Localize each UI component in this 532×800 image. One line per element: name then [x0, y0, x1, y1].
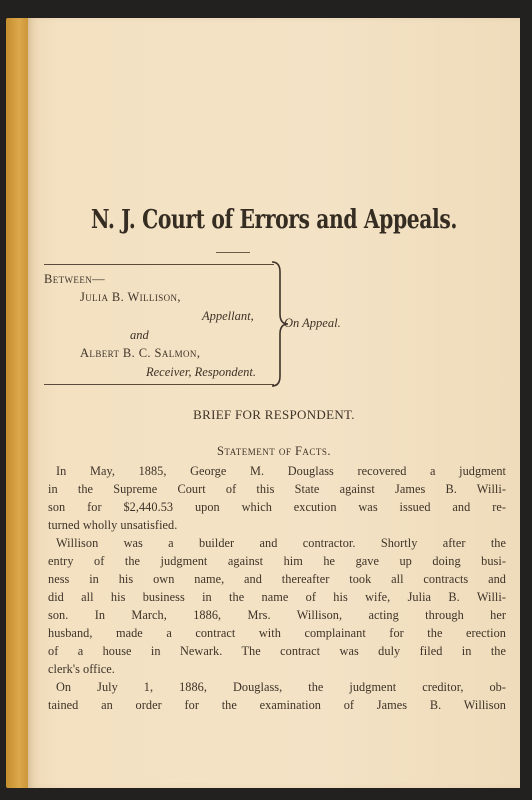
appellant-name: Julia B. Willison, [80, 290, 181, 304]
caption-conjunction: and [130, 328, 149, 342]
page-title: N. J. Court of Errors and Appeals. [90, 205, 458, 235]
title-divider [216, 252, 250, 253]
respondent-role: Receiver, Respondent. [146, 365, 257, 379]
body-line: On July 1, 1886, Douglass, the judgment creditor, ob- [56, 680, 506, 694]
body-line: husband, made a contract with complainant for the erection [48, 626, 506, 640]
document-page [28, 18, 520, 788]
on-appeal-label: On Appeal. [284, 316, 341, 330]
body-line: Willison was a builder and contractor. Shortly after the [56, 536, 506, 550]
caption-rule-top [44, 264, 274, 265]
body-line: in the Supreme Court of this State against James B. Willi- [48, 482, 506, 496]
body-line: did all his business in the name of his wife, Julia B. Willi- [48, 590, 506, 604]
body-line: tained an order for the examination of James B. Willison [48, 698, 506, 712]
body-line: turned wholly unsatisfied. [48, 518, 178, 532]
caption-rule-bottom [44, 384, 274, 385]
body-line: In May, 1885, George M. Douglass recovered a judgment [56, 464, 506, 478]
respondent-name: Albert B. C. Salmon, [80, 346, 201, 360]
section-title: Statement of Facts. [216, 444, 332, 458]
body-line: entry of the judgment against him he gave up doing busi- [48, 554, 506, 568]
book-edge [6, 18, 30, 788]
body-line: son for $2,440.53 upon which excution was issued and re- [48, 500, 506, 514]
body-line: ness in his own name, and thereafter took all contracts and [48, 572, 506, 586]
caption-between: Between— [44, 272, 106, 286]
body-line: son. In March, 1886, Mrs. Willison, acting through her [48, 608, 506, 622]
appellant-role: Appellant, [202, 309, 254, 323]
brief-title: BRIEF FOR RESPONDENT. [193, 407, 355, 422]
case-caption [44, 264, 276, 384]
body-line: of a house in Newark. The contract was duly filed in the [48, 644, 506, 658]
body-line: clerk's office. [48, 662, 115, 676]
